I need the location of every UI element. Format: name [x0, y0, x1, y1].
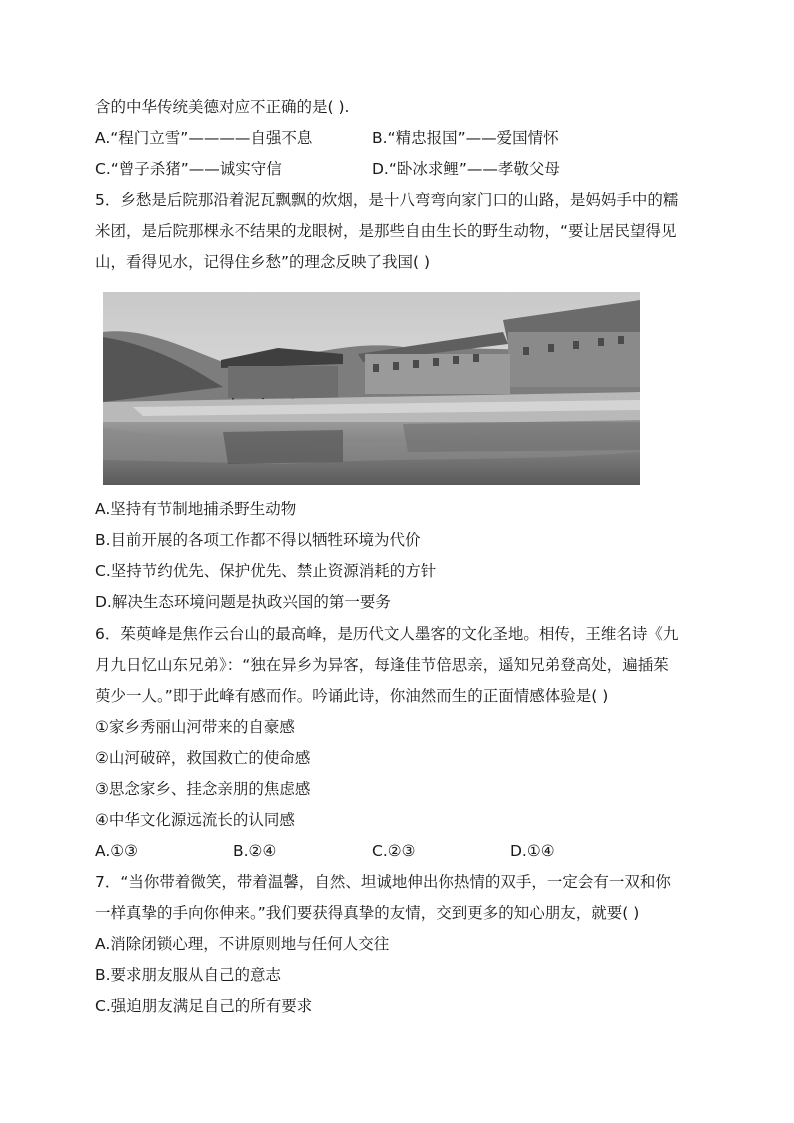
q7-stem-line-1: 7．“当你带着微笑，带着温馨，自然、坦诚地伸出你热情的双手，一定会有一双和你: [95, 873, 671, 891]
q7-stem-line-2: 一样真挚的手向你伸来。”我们要获得真挚的友情，交到更多的知心朋友，就要( ): [95, 904, 640, 922]
q4-stem: 含的中华传统美德对应不正确的是( ).: [95, 98, 350, 116]
q6-stem-line-3: 萸少一人。”即于此峰有感而作。吟诵此诗，你油然而生的正面情感体验是( ): [95, 687, 609, 705]
q6-statement-2: ②山河破碎，救国救亡的使命感: [95, 749, 311, 767]
q5-option-c: C.坚持节约优先、保护优先、禁止资源消耗的方针: [95, 562, 437, 580]
q6-option-d: D.①④: [510, 842, 555, 860]
q5-stem-line-3: 山，看得见水，记得住乡愁”的理念反映了我国( ): [95, 253, 431, 271]
q6-statement-3: ③思念家乡、挂念亲朋的焦虑感: [95, 780, 311, 798]
q5-option-d: D.解决生态环境问题是执政兴国的第一要务: [95, 593, 391, 611]
q6-stem-line-1: 6．茱萸峰是焦作云台山的最高峰，是历代文人墨客的文化圣地。相传，王维名诗《九: [95, 625, 679, 643]
q4-option-a: A.“程门立雪”————自强不息: [95, 129, 313, 147]
q5-option-a: A.坚持有节制地捕杀野生动物: [95, 500, 297, 518]
q7-option-b: B.要求朋友服从自己的意志: [95, 966, 282, 984]
q4-option-b: B.“精忠报国”——爱国情怀: [372, 129, 559, 147]
q6-statement-1: ①家乡秀丽山河带来的自豪感: [95, 718, 295, 736]
q5-stem-line-2: 米团，是后院那棵永不结果的龙眼树，是那些自由生长的野生动物，“要让居民望得见: [95, 222, 677, 240]
q6-stem-line-2: 月九日忆山东兄弟》：“独在异乡为异客，每逢佳节倍思亲，遥知兄弟登高处，遍插茱: [95, 656, 669, 674]
q5-option-b: B.目前开展的各项工作都不得以牺牲环境为代价: [95, 531, 421, 549]
q6-option-b: B.②④: [233, 842, 277, 860]
q6-option-c: C.②③: [372, 842, 416, 860]
q6-statement-4: ④中华文化源远流长的认同感: [95, 811, 295, 829]
q5-stem-line-1: 5．乡愁是后院那沿着泥瓦飘飘的炊烟，是十八弯弯向家门口的山路，是妈妈手中的糯: [95, 191, 679, 209]
q7-option-a: A.消除闭锁心理，不讲原则地与任何人交往: [95, 935, 390, 953]
q4-option-c: C.“曾子杀猪”——诚实守信: [95, 160, 282, 178]
tulou-village-photo: [103, 292, 640, 485]
q6-option-a: A.①③: [95, 842, 139, 860]
q4-option-d: D.“卧冰求鲤”——孝敬父母: [372, 160, 560, 178]
q7-option-c: C.强迫朋友满足自己的所有要求: [95, 997, 313, 1015]
